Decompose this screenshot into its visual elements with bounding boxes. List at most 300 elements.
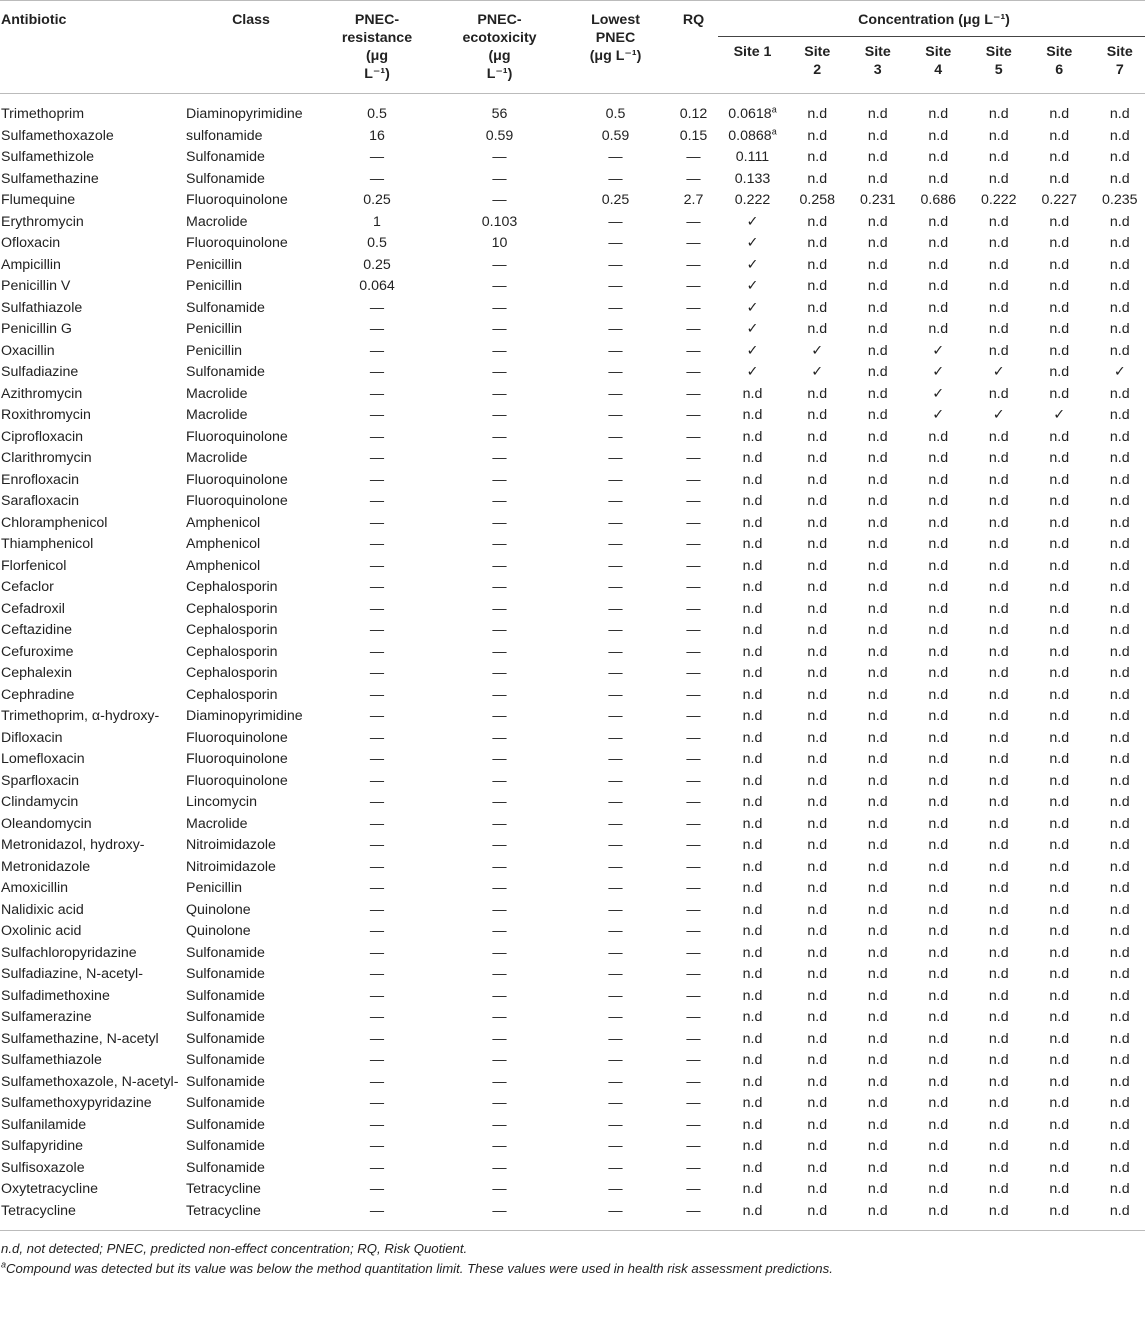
cell-site-7: n.d (1109, 127, 1130, 144)
cell-site-1 (718, 685, 787, 707)
cell-antibiotic: Metronidazol, hydroxy- (1, 837, 145, 853)
table-row (0, 405, 1145, 427)
cell-class: Macrolide (186, 385, 248, 402)
cell-lowest-pnec: — (608, 536, 623, 552)
cell-value: n.d (742, 1138, 763, 1154)
cell-site-3: n.d (867, 772, 888, 789)
header-class: Class (232, 12, 270, 28)
cell-rq: — (686, 428, 701, 445)
table-row (0, 642, 1145, 664)
cell-rq: — (686, 729, 701, 746)
table-row (0, 814, 1145, 836)
cell-site-4: n.d (928, 1138, 949, 1154)
cell-pnec-resistance: — (369, 385, 385, 402)
cell-pnec-resistance: — (369, 579, 385, 595)
cell-lowest-pnec: — (608, 557, 623, 574)
cell-site-5: n.d (988, 235, 1009, 251)
table-row (0, 577, 1145, 599)
cell-lowest-pnec: — (608, 450, 623, 466)
cell-site-4: n.d (928, 579, 949, 595)
cell-site-4: n.d (928, 1095, 949, 1111)
cell-antibiotic: Sulfisoxazole (1, 1159, 85, 1176)
cell-site-1 (718, 491, 787, 513)
cell-pnec-resistance: — (369, 1116, 385, 1133)
cell-antibiotic: Oleandomycin (1, 815, 92, 832)
cell-site-5: n.d (988, 385, 1009, 402)
cell-site-2: n.d (807, 1138, 828, 1154)
cell-rq: — (686, 1138, 701, 1154)
cell-site-2: n.d (807, 686, 828, 703)
table-row (0, 126, 1145, 148)
cell-site-4: n.d (928, 923, 949, 939)
cell-antibiotic: Tetracycline (1, 1202, 76, 1219)
table-row (0, 900, 1145, 922)
cell-value: n.d (742, 385, 763, 402)
cell-site-1 (718, 577, 787, 599)
cell-site-5: n.d (988, 493, 1009, 509)
cell-site-2: n.d (807, 170, 828, 187)
cell-site-5: n.d (988, 170, 1009, 187)
cell-site-4: n.d (928, 815, 949, 832)
cell-site-6: n.d (1049, 579, 1070, 595)
cell-site-5: n.d (988, 1030, 1009, 1047)
cell-site-4: n.d (928, 794, 949, 810)
cell-antibiotic: Penicillin G (1, 321, 72, 337)
cell-site-2: n.d (807, 643, 828, 660)
cell-site-2: n.d (807, 127, 828, 144)
cell-site-4: ✓ (932, 364, 945, 380)
header-site-3 (848, 36, 909, 93)
cell-class: Fluoroquinolone (186, 235, 288, 251)
cell-site-1 (718, 1158, 787, 1180)
cell-site-2: n.d (807, 514, 828, 531)
header-line: L⁻¹) (486, 66, 513, 82)
cell-site-1 (718, 835, 787, 857)
cell-site-1 (718, 470, 787, 492)
cell-site-2: n.d (807, 321, 828, 337)
cell-site-4: n.d (928, 235, 949, 251)
cell-pnec-resistance: — (369, 493, 385, 509)
cell-site-6: n.d (1049, 751, 1070, 767)
cell-value: n.d (742, 622, 763, 638)
cell-site-2: n.d (807, 278, 828, 294)
cell-class: Cephalosporin (186, 665, 278, 681)
table-row (0, 341, 1145, 363)
cell-site-7: n.d (1109, 1052, 1130, 1068)
table-row (0, 276, 1145, 298)
cell-site-6: n.d (1049, 536, 1070, 552)
cell-site-6: 0.227 (1041, 192, 1077, 208)
cell-antibiotic: Sulfamethazine, N-acetyl (1, 1030, 159, 1047)
cell-site-3: n.d (867, 858, 888, 875)
cell-class: Sulfonamide (186, 966, 265, 982)
cell-pnec-resistance: — (369, 1181, 385, 1197)
table-row (0, 190, 1145, 212)
cell-site-4: n.d (928, 1181, 949, 1197)
cell-site-3: n.d (867, 299, 888, 316)
cell-class: Sulfonamide (186, 1116, 265, 1133)
cell-lowest-pnec: — (608, 170, 623, 187)
cell-pnec-ecotoxicity: — (492, 987, 507, 1004)
cell-class: Tetracycline (186, 1202, 261, 1219)
cell-pnec-ecotoxicity: — (492, 751, 507, 767)
cell-antibiotic: Nalidixic acid (1, 901, 84, 918)
cell-pnec-resistance: — (369, 299, 385, 316)
cell-rq: — (686, 450, 701, 466)
cell-antibiotic: Oxacillin (1, 342, 55, 359)
cell-pnec-ecotoxicity: — (492, 149, 507, 165)
cell-pnec-resistance: — (369, 321, 385, 337)
cell-antibiotic: Cefadroxil (1, 600, 65, 617)
cell-site-4: n.d (928, 536, 949, 552)
cell-pnec-resistance: — (369, 708, 385, 724)
cell-value: n.d (742, 987, 763, 1004)
cell-antibiotic: Sulfanilamide (1, 1116, 87, 1133)
cell-lowest-pnec: — (608, 342, 623, 359)
cell-site-3: n.d (867, 342, 888, 359)
cell-pnec-ecotoxicity: — (492, 622, 507, 638)
cell-value: ✓ (746, 213, 759, 230)
table-row (0, 878, 1145, 900)
cell-pnec-resistance: — (369, 858, 385, 875)
table-row (0, 986, 1145, 1008)
cell-site-6: n.d (1049, 643, 1070, 660)
cell-site-2: n.d (807, 299, 828, 316)
cell-class: Sulfonamide (186, 1030, 265, 1047)
cell-antibiotic: Sulfamerazine (1, 1009, 92, 1025)
cell-lowest-pnec: — (608, 1138, 623, 1154)
cell-antibiotic: Cephradine (1, 686, 75, 703)
cell-rq: — (686, 149, 701, 165)
cell-pnec-resistance: — (369, 1073, 385, 1090)
cell-site-6: n.d (1049, 493, 1070, 509)
cell-pnec-resistance: — (369, 815, 385, 832)
cell-rq: — (686, 1052, 701, 1068)
table-row (0, 1115, 1145, 1137)
cell-lowest-pnec: — (608, 407, 623, 423)
cell-site-3: n.d (867, 235, 888, 251)
cell-antibiotic: Thiamphenicol (1, 536, 94, 552)
cell-site-5: n.d (988, 837, 1009, 853)
cell-site-2: n.d (807, 772, 828, 789)
cell-site-2: n.d (807, 815, 828, 832)
footnote-text: Compound was detected but its value was below the method quantitation limit. These values were used in health risk assessment predictions. (6, 1261, 833, 1276)
cell-pnec-ecotoxicity: — (492, 923, 507, 939)
cell-pnec-ecotoxicity: — (492, 600, 507, 617)
cell-site-3: n.d (867, 579, 888, 595)
cell-site-7: n.d (1109, 944, 1130, 961)
cell-pnec-resistance: — (369, 923, 385, 939)
cell-lowest-pnec: — (608, 708, 623, 724)
cell-class: Penicillin (186, 321, 242, 337)
cell-site-3: n.d (867, 1138, 888, 1154)
cell-antibiotic: Flumequine (1, 192, 76, 208)
cell-site-3: n.d (867, 106, 888, 122)
cell-rq: — (686, 471, 701, 488)
cell-rq: — (686, 708, 701, 724)
table-footnotes (0, 1231, 1145, 1279)
cell-rq: — (686, 213, 701, 230)
cell-class: Sulfonamide (186, 364, 265, 380)
cell-site-3: n.d (867, 493, 888, 509)
cell-value: ✓ (746, 321, 759, 337)
cell-site-6: n.d (1049, 321, 1070, 337)
cell-site-6: n.d (1049, 708, 1070, 724)
cell-site-6: n.d (1049, 106, 1070, 122)
cell-value: n.d (742, 450, 763, 466)
cell-lowest-pnec: — (608, 493, 623, 509)
cell-pnec-ecotoxicity: — (492, 1030, 507, 1047)
cell-value: n.d (742, 665, 763, 681)
cell-site-2: n.d (807, 923, 828, 939)
header-line: Site (1046, 43, 1073, 60)
cell-site-5: 0.222 (980, 192, 1017, 208)
cell-rq: — (686, 794, 701, 810)
cell-site-4: n.d (928, 600, 949, 617)
cell-value: n.d (742, 579, 763, 595)
cell-lowest-pnec: — (608, 235, 623, 251)
cell-pnec-ecotoxicity: — (492, 815, 507, 832)
footnote-marker: a (771, 125, 777, 136)
cell-value: ✓ (746, 364, 759, 380)
cell-site-3: n.d (867, 1073, 888, 1090)
cell-class: Sulfonamide (186, 149, 265, 165)
cell-class: Fluoroquinolone (186, 729, 288, 746)
cell-antibiotic: Sulfamethizole (1, 149, 95, 165)
cell-site-3: n.d (867, 1030, 888, 1047)
cell-site-1 (718, 1050, 787, 1072)
cell-value: n.d (742, 729, 763, 746)
cell-antibiotic: Cefuroxime (1, 643, 74, 660)
cell-value: n.d (742, 794, 763, 810)
cell-site-5: n.d (988, 428, 1009, 445)
cell-site-4: n.d (928, 729, 949, 746)
cell-lowest-pnec: — (608, 213, 623, 230)
cell-site-4: n.d (928, 1030, 949, 1047)
cell-pnec-resistance: — (369, 536, 385, 552)
cell-value: ✓ (746, 256, 759, 273)
footnote-marker: a (771, 104, 777, 115)
header-line: 7 (1115, 61, 1124, 78)
cell-class: Cephalosporin (186, 579, 278, 595)
header-rq: RQ (682, 12, 705, 28)
header-pnec-ecotoxicity (437, 1, 562, 94)
table-row (0, 857, 1145, 879)
cell-site-2: n.d (807, 407, 828, 423)
cell-site-4: n.d (928, 149, 949, 165)
cell-value: n.d (742, 686, 763, 703)
cell-pnec-ecotoxicity: — (492, 1181, 507, 1197)
cell-site-1 (718, 147, 787, 169)
cell-site-4: n.d (928, 1009, 949, 1025)
cell-site-6: n.d (1049, 1138, 1070, 1154)
cell-site-4: n.d (928, 622, 949, 638)
cell-site-3: n.d (867, 815, 888, 832)
table-header (0, 1, 1145, 94)
cell-site-2: n.d (807, 837, 828, 853)
cell-rq: — (686, 579, 701, 595)
cell-pnec-resistance: — (369, 1030, 385, 1047)
cell-site-3: n.d (867, 665, 888, 681)
table-row (0, 147, 1145, 169)
cell-value: 0.111 (735, 149, 770, 165)
cell-site-5: n.d (988, 794, 1009, 810)
cell-rq: 2.7 (683, 192, 704, 208)
cell-antibiotic: Ampicillin (1, 256, 61, 273)
header-line: PNEC- (354, 12, 400, 28)
cell-lowest-pnec: — (608, 579, 623, 595)
cell-class: Amphenicol (186, 557, 261, 574)
cell-lowest-pnec: — (608, 1073, 623, 1090)
cell-rq: — (686, 751, 701, 767)
cell-rq: — (686, 1073, 701, 1090)
table-row (0, 491, 1145, 513)
table-row (0, 835, 1145, 857)
cell-value: 0.222 (734, 192, 771, 208)
cell-site-5: n.d (988, 987, 1009, 1004)
table-row (0, 1158, 1145, 1180)
cell-site-1 (718, 642, 787, 664)
cell-site-6: n.d (1049, 385, 1070, 402)
cell-site-4: n.d (928, 450, 949, 466)
cell-pnec-ecotoxicity: — (492, 837, 507, 853)
cell-lowest-pnec: — (608, 385, 623, 402)
cell-antibiotic: Cephalexin (1, 665, 72, 681)
header-line: (μg (488, 48, 511, 64)
cell-site-5: n.d (988, 321, 1009, 337)
cell-antibiotic: Oxolinic acid (1, 923, 82, 939)
cell-site-2: n.d (807, 256, 828, 273)
cell-lowest-pnec: — (608, 1052, 623, 1068)
cell-site-6: n.d (1049, 772, 1070, 789)
cell-site-7: n.d (1109, 536, 1130, 552)
cell-lowest-pnec: — (608, 1159, 623, 1176)
cell-pnec-resistance: — (369, 170, 385, 187)
cell-site-2: n.d (807, 966, 828, 982)
cell-site-4: n.d (928, 170, 949, 187)
cell-pnec-ecotoxicity: — (492, 278, 507, 294)
cell-site-6: n.d (1049, 1030, 1070, 1047)
cell-site-7: n.d (1109, 1116, 1130, 1133)
cell-site-5: n.d (988, 278, 1009, 294)
cell-site-6: n.d (1049, 428, 1070, 445)
cell-class: Cephalosporin (186, 686, 278, 703)
cell-site-7: n.d (1109, 471, 1130, 488)
cell-lowest-pnec: — (608, 622, 623, 638)
cell-site-5: n.d (988, 557, 1009, 574)
cell-pnec-resistance: — (369, 794, 385, 810)
cell-pnec-ecotoxicity: — (492, 364, 507, 380)
cell-site-7: n.d (1109, 493, 1130, 509)
cell-site-1 (718, 1029, 787, 1051)
cell-site-2: ✓ (811, 342, 824, 359)
cell-site-1 (718, 1072, 787, 1094)
cell-class: Penicillin (186, 278, 242, 294)
cell-site-7: n.d (1109, 299, 1130, 316)
cell-pnec-resistance: — (369, 1052, 385, 1068)
cell-site-1 (718, 964, 787, 986)
table-row (0, 792, 1145, 814)
cell-class: Nitroimidazole (186, 837, 276, 853)
header-site-7 (1090, 36, 1145, 93)
cell-site-7: ✓ (1113, 364, 1126, 380)
header-line: 3 (873, 61, 882, 78)
cell-site-7: n.d (1109, 880, 1130, 896)
cell-site-7: n.d (1109, 622, 1130, 638)
cell-site-2: n.d (807, 1009, 828, 1025)
cell-class: sulfonamide (186, 127, 263, 144)
cell-site-3: n.d (867, 364, 888, 380)
cell-class: Fluoroquinolone (186, 471, 288, 488)
cell-site-5: n.d (988, 1159, 1009, 1176)
cell-site-7: n.d (1109, 342, 1130, 359)
table-row (0, 964, 1145, 986)
cell-site-5: n.d (988, 514, 1009, 531)
cell-site-4: n.d (928, 686, 949, 703)
cell-site-7: n.d (1109, 665, 1130, 681)
cell-site-4: n.d (928, 256, 949, 273)
cell-pnec-ecotoxicity: 56 (491, 106, 508, 122)
cell-site-4: n.d (928, 987, 949, 1004)
cell-antibiotic: Cefaclor (1, 579, 54, 595)
cell-value: n.d (742, 514, 763, 531)
cell-class: Nitroimidazole (186, 858, 276, 875)
header-antibiotic: Antibiotic (1, 12, 67, 28)
cell-site-1 (718, 319, 787, 341)
cell-site-5: n.d (988, 643, 1009, 660)
table-row (0, 771, 1145, 793)
cell-pnec-ecotoxicity: — (492, 1052, 507, 1068)
cell-value: n.d (742, 471, 763, 488)
cell-site-1 (718, 94, 787, 126)
cell-antibiotic: Sulfamethiazole (1, 1052, 102, 1068)
table-row (0, 599, 1145, 621)
cell-class: Quinolone (186, 901, 251, 918)
cell-lowest-pnec: — (608, 364, 623, 380)
cell-site-6: n.d (1049, 622, 1070, 638)
cell-site-1 (718, 1093, 787, 1115)
cell-site-1 (718, 1007, 787, 1029)
cell-site-5: n.d (988, 1181, 1009, 1197)
cell-antibiotic: Metronidazole (1, 858, 91, 875)
cell-rq: — (686, 407, 701, 423)
table-row (0, 663, 1145, 685)
cell-antibiotic: Sulfachloropyridazine (1, 944, 137, 961)
cell-class: Sulfonamide (186, 1052, 265, 1068)
cell-site-5: n.d (988, 1095, 1009, 1111)
cell-value: n.d (742, 858, 763, 875)
cell-site-2: n.d (807, 106, 828, 122)
cell-site-1 (718, 599, 787, 621)
cell-value: n.d (742, 428, 763, 445)
header-line: Site (804, 43, 831, 60)
cell-lowest-pnec: 0.5 (605, 106, 626, 122)
cell-site-2: n.d (807, 622, 828, 638)
cell-class: Fluoroquinolone (186, 772, 288, 789)
cell-site-2: n.d (807, 385, 828, 402)
table-row (0, 921, 1145, 943)
cell-site-5: n.d (988, 600, 1009, 617)
cell-rq: — (686, 643, 701, 660)
cell-site-2: n.d (807, 536, 828, 552)
cell-site-7: n.d (1109, 600, 1130, 617)
cell-site-1 (718, 405, 787, 427)
cell-pnec-ecotoxicity: — (492, 1116, 507, 1133)
cell-pnec-ecotoxicity: — (492, 665, 507, 681)
cell-site-2: n.d (807, 450, 828, 466)
table-row (0, 384, 1145, 406)
cell-rq: — (686, 923, 701, 939)
